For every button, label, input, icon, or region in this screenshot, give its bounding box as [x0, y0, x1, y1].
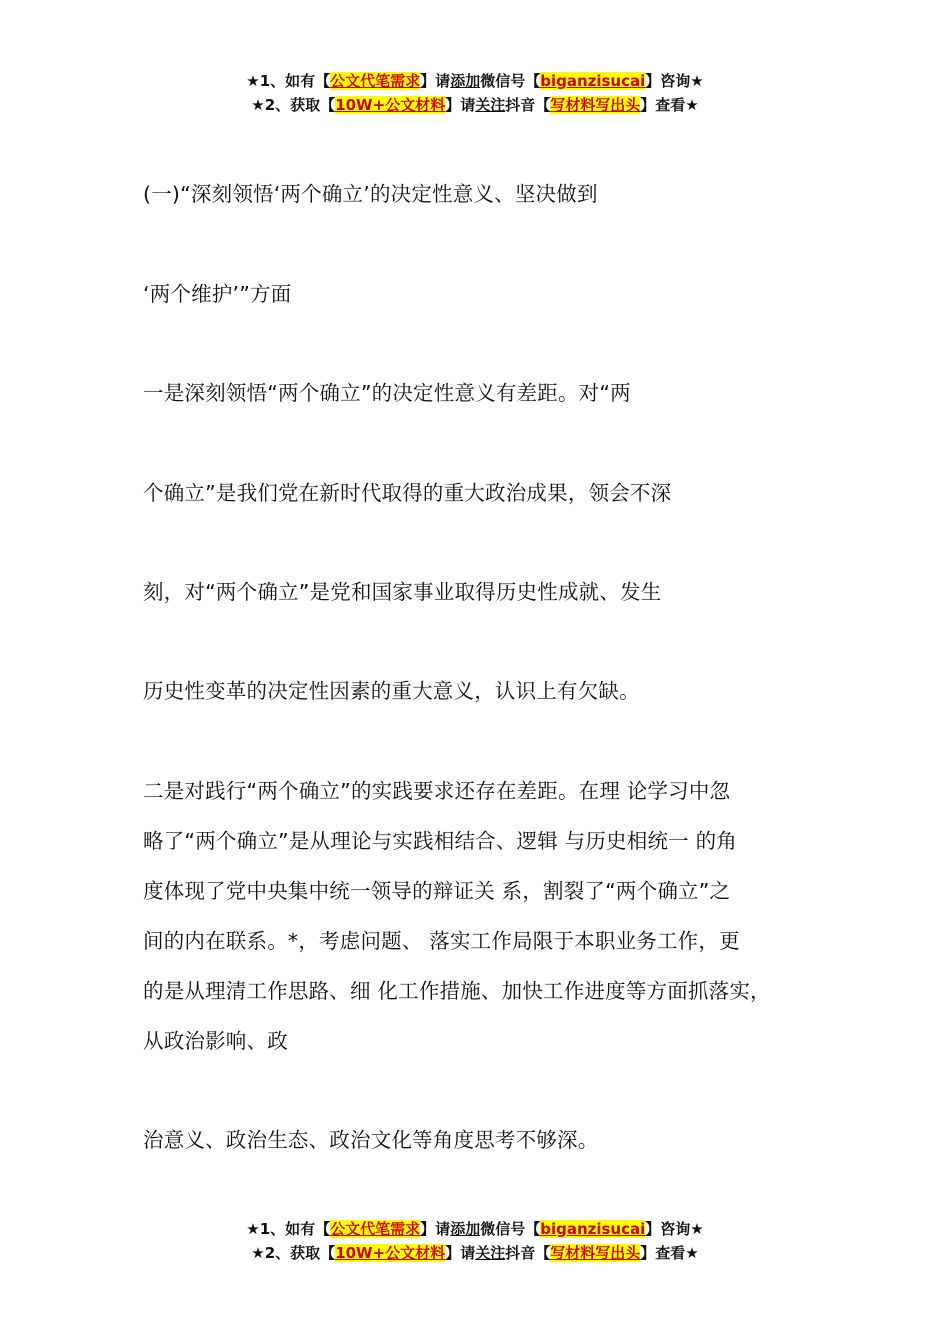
banner-line-1 [0, 69, 950, 93]
footer-banner [0, 1217, 950, 1265]
banner-text: 】请 [445, 96, 476, 114]
banner-highlight: 公文代笔需求 [330, 1220, 421, 1238]
paragraph-line: 一是深刻领悟“两个确立”的决定性意义有差距。对“两 [143, 381, 631, 405]
dense-paragraph [143, 766, 771, 1066]
banner-text: ★1、如有【 [246, 1220, 331, 1238]
banner-text: 微信号【 [480, 72, 541, 90]
paragraph-line: 个确立”是我们党在新时代取得的重大政治成果，领会不深 [143, 481, 672, 505]
banner-text: 微信号【 [480, 1220, 541, 1238]
banner-wechat-id: biganzisucai [540, 72, 646, 90]
section-heading-line-2: ‘两个维护’”方面 [143, 282, 292, 306]
paragraph-line: 度体现了党中央集中统一领导的辩证关 系，割裂了“两个确立”之 [143, 879, 731, 903]
banner-line-2 [0, 93, 950, 117]
banner-underlined: 添加 [450, 1220, 481, 1238]
banner-text: 】请 [420, 72, 451, 90]
banner-text: ★2、获取【 [251, 96, 336, 114]
banner-highlight: 公文代笔需求 [330, 72, 421, 90]
paragraph-line: 间的内在联系。*，考虑问题、 落实工作局限于本职业务工作，更 [143, 929, 740, 953]
banner-line-2 [0, 1241, 950, 1265]
banner-text: 】咨询★ [645, 1220, 704, 1238]
banner-text: 】查看★ [640, 1244, 699, 1262]
banner-text: 】查看★ [640, 96, 699, 114]
paragraph-line: 的是从理清工作思路、细 化工作措施、加快工作进度等方面抓落实， [143, 979, 771, 1003]
banner-wechat-id: biganzisucai [540, 1220, 646, 1238]
paragraph-line: 历史性变革的决定性因素的重大意义，认识上有欠缺。 [143, 679, 640, 703]
paragraph-line: 略了“两个确立”是从理论与实践相结合、逻辑 与历史相统一 的角 [143, 829, 737, 853]
banner-text: 】咨询★ [645, 72, 704, 90]
header-banner [0, 69, 950, 117]
banner-text: 】请 [420, 1220, 451, 1238]
banner-text: 抖音【 [505, 96, 551, 114]
banner-underlined: 关注 [475, 1244, 506, 1262]
banner-highlight: 10W+公文材料 [335, 1244, 446, 1262]
banner-text: 抖音【 [505, 1244, 551, 1262]
paragraph-line: 二是对践行“两个确立”的实践要求还存在差距。在理 论学习中忽 [143, 779, 731, 803]
section-heading-line-1: (一)“深刻领悟‘两个确立’的决定性意义、坚决做到 [143, 182, 598, 206]
banner-douyin-id: 写材料写出头 [550, 1244, 641, 1262]
banner-text: ★1、如有【 [246, 72, 331, 90]
paragraph-line: 刻，对“两个确立”是党和国家事业取得历史性成就、发生 [143, 580, 662, 604]
banner-text: 】请 [445, 1244, 476, 1262]
paragraph-line: 治意义、政治生态、政治文化等角度思考不够深。 [143, 1128, 599, 1152]
banner-line-1 [0, 1217, 950, 1241]
banner-underlined: 关注 [475, 96, 506, 114]
banner-text: ★2、获取【 [251, 1244, 336, 1262]
banner-highlight: 10W+公文材料 [335, 96, 446, 114]
banner-douyin-id: 写材料写出头 [550, 96, 641, 114]
banner-underlined: 添加 [450, 72, 481, 90]
paragraph-line: 从政治影响、政 [143, 1029, 288, 1053]
